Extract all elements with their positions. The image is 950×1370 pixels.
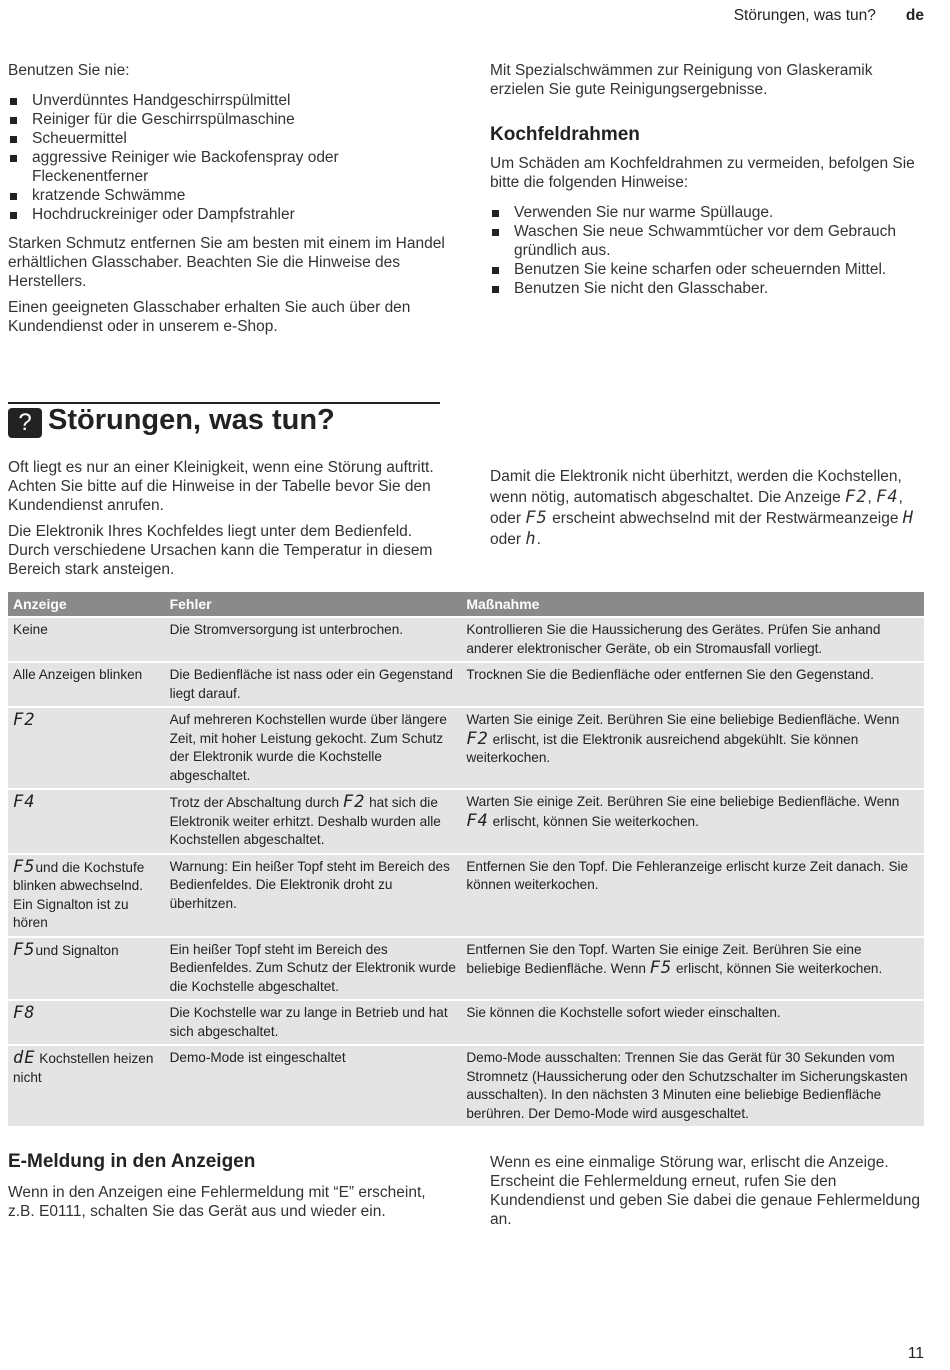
- display-cell: F5und die Kochstufe blinken abwechselnd. Ein Signalton ist zu hören: [8, 854, 165, 937]
- display-code: dE: [13, 1048, 36, 1068]
- troubleshooting-table: [8, 592, 924, 1126]
- display-code: F4: [466, 810, 489, 831]
- section-title-block: [8, 402, 440, 436]
- paragraph: Die Elektronik Ihres Kochfeldes liegt unter dem Bedienfeld. Durch verschiedene Ursachen kann die Temperatur in diesem Bereich stark ansteigen.: [8, 523, 433, 578]
- action-cell: Sie können die Kochstelle sofort wieder einschalten.: [461, 1000, 924, 1045]
- paragraph: Wenn es eine einmalige Störung war, erlischt die Anzeige. Erscheint die Fehlermeldung erneut, rufen Sie den Kundendienst und geben Sie dabei die genaue Fehlermeldung an.: [490, 1154, 921, 1228]
- page-number: 11: [907, 1345, 924, 1362]
- page-title: Störungen, was tun?: [48, 404, 335, 436]
- display-cell: Keine: [8, 617, 165, 662]
- column-header: Anzeige: [8, 592, 165, 617]
- display-code: F8: [13, 1003, 36, 1023]
- fault-cell: Warnung: Ein heißer Topf steht im Bereich des Bedienfeldes. Die Elektronik droht zu überhitzen.: [165, 854, 462, 937]
- action-cell: Warten Sie einige Zeit. Berühren Sie eine beliebige Bedienfläche. Wenn F4 erlischt, können Sie weiterkochen.: [461, 789, 924, 854]
- list-item: Hochdruckreiniger oder Dampfstrahler: [8, 205, 448, 224]
- action-cell: Warten Sie einige Zeit. Berühren Sie eine beliebige Bedienfläche. Wenn F2 erlischt, ist die Elektronik ausreichend abgekühlt. Sie können weiterkochen.: [461, 707, 924, 789]
- section-heading: E-Meldung in den Anzeigen: [8, 1151, 256, 1172]
- display-code: F5: [13, 856, 36, 877]
- fault-cell: Die Bedienfläche ist nass oder ein Gegenstand liegt darauf.: [165, 662, 462, 707]
- display-code: H: [902, 508, 915, 528]
- paragraph: Wenn in den Anzeigen eine Fehlermeldung mit “E” erscheint, z.B. E0111, schalten Sie das Gerät aus und wieder ein.: [8, 1184, 426, 1220]
- display-code: F2: [13, 710, 36, 730]
- emeldung-left-column: [8, 1152, 448, 1228]
- table-row: [8, 662, 924, 707]
- display-cell: [8, 1000, 165, 1045]
- list-item: kratzende Schwämme: [8, 186, 448, 205]
- display-code: F4: [13, 792, 36, 812]
- action-cell: Entfernen Sie den Topf. Warten Sie einige Zeit. Berühren Sie eine beliebige Bedienfläche. Wenn F5 erlischt, können Sie weiterkochen.: [461, 937, 924, 1001]
- action-cell: Demo-Mode ausschalten: Trennen Sie das Gerät für 30 Sekunden vom Stromnetz (Haussicherung oder den Schutzschalter im Sicherungskasten ausschalten). In den nächsten 3 Minuten eine beliebige Bedienfläche berühren. Der Demo-Mode wird ausgeschaltet.: [461, 1045, 924, 1126]
- never-use-list: [8, 91, 448, 224]
- action-cell: Trocknen Sie die Bedienfläche oder entfernen Sie den Gegenstand.: [461, 662, 924, 707]
- intro-text: Benutzen Sie nie:: [8, 62, 130, 79]
- right-top-column: [490, 61, 930, 308]
- list-item: Benutzen Sie keine scharfen oder scheuernden Mittel.: [490, 260, 930, 279]
- table-row: [8, 789, 924, 854]
- section-left-column: [8, 458, 448, 586]
- table-row: [8, 937, 924, 1001]
- list-item: Unverdünntes Handgeschirrspülmittel: [8, 91, 448, 110]
- fault-cell: Auf mehreren Kochstellen wurde über längere Zeit, mit hoher Leistung gekocht. Zum Schutz der Elektronik wurde die Kochstelle abgeschaltet.: [165, 707, 462, 789]
- list-item: Benutzen Sie nicht den Glasschaber.: [490, 279, 930, 298]
- fault-cell: Ein heißer Topf steht im Bereich des Bedienfeldes. Zum Schutz der Elektronik wurde die Kochstelle abgeschaltet.: [165, 937, 462, 1001]
- display-cell: dE Kochstellen heizen nicht: [8, 1045, 165, 1126]
- display-cell: [8, 707, 165, 789]
- paragraph: Damit die Elektronik nicht überhitzt, werden die Kochstellen, wenn nötig, automatisch abgeschaltet. Die Anzeige F2, F4, oder F5 erscheint abwechselnd mit der Restwärmeanzeige H oder h.: [490, 468, 915, 549]
- column-header: Maßnahme: [461, 592, 924, 617]
- display-code: F5: [525, 508, 548, 528]
- display-code: F4: [876, 487, 899, 507]
- action-cell: Entfernen Sie den Topf. Die Fehleranzeige erlischt kurze Zeit danach. Sie können weiterkochen.: [461, 854, 924, 937]
- list-item: Scheuermittel: [8, 129, 448, 148]
- action-cell: Kontrollieren Sie die Haussicherung des Gerätes. Prüfen Sie anhand anderer elektronischer Geräte, ob ein Stromausfall vorliegt.: [461, 617, 924, 662]
- header-section-title: Störungen, was tun?: [733, 7, 876, 24]
- table-row: [8, 854, 924, 937]
- display-code: F5: [13, 939, 36, 960]
- paragraph: Einen geeigneten Glasschaber erhalten Sie auch über den Kundendienst oder in unserem e-Shop.: [8, 299, 411, 335]
- table-row: [8, 617, 924, 662]
- display-code: F2: [466, 728, 489, 749]
- list-item: aggressive Reiniger wie Backofenspray oder Fleckenentferner: [8, 148, 448, 186]
- table-row: [8, 1045, 924, 1126]
- paragraph: Oft liegt es nur an einer Kleinigkeit, wenn eine Störung auftritt. Achten Sie bitte auf die Hinweise in der Tabelle bevor Sie den Kundendienst anrufen.: [8, 459, 434, 514]
- list-item: Waschen Sie neue Schwammtücher vor dem Gebrauch gründlich aus.: [490, 222, 930, 260]
- left-top-column: [8, 61, 448, 343]
- emeldung-right-column: [490, 1153, 930, 1236]
- paragraph: Mit Spezialschwämmen zur Reinigung von Glaskeramik erzielen Sie gute Reinigungsergebnisse.: [490, 62, 873, 98]
- display-code: F2: [342, 792, 366, 812]
- list-item: Reiniger für die Geschirrspülmaschine: [8, 110, 448, 129]
- fault-cell: Die Stromversorgung ist unterbrochen.: [165, 617, 462, 662]
- table-header-row: [8, 592, 924, 617]
- fault-cell: Demo-Mode ist eingeschaltet: [165, 1045, 462, 1126]
- table-row: [8, 707, 924, 789]
- column-header: Fehler: [165, 592, 462, 617]
- section-heading: Kochfeldrahmen: [490, 124, 640, 145]
- display-code: F2: [845, 487, 868, 507]
- fault-cell: Trotz der Abschaltung durch F2 hat sich die Elektronik weiter erhitzt. Deshalb wurden alle Kochstellen abgeschaltet.: [165, 789, 462, 854]
- display-cell: F5und Signalton: [8, 937, 165, 1001]
- header-language: de: [905, 7, 924, 24]
- table-row: [8, 1000, 924, 1045]
- paragraph: Um Schäden am Kochfeldrahmen zu vermeiden, befolgen Sie bitte die folgenden Hinweise:: [490, 155, 915, 191]
- list-item: Verwenden Sie nur warme Spüllauge.: [490, 203, 930, 222]
- page-header: [734, 7, 924, 25]
- frame-care-list: [490, 203, 930, 298]
- display-code: F5: [649, 958, 673, 978]
- display-cell: [8, 789, 165, 854]
- display-code: h: [525, 529, 537, 549]
- fault-cell: Die Kochstelle war zu lange in Betrieb und hat sich abgeschaltet.: [165, 1000, 462, 1045]
- paragraph: Starken Schmutz entfernen Sie am besten mit einem im Handel erhältlichen Glasschaber. Beachten Sie die Hinweise des Herstellers.: [8, 235, 445, 290]
- display-cell: Alle Anzeigen blinken: [8, 662, 165, 707]
- section-right-column: [490, 467, 930, 557]
- question-icon: ?: [8, 408, 42, 438]
